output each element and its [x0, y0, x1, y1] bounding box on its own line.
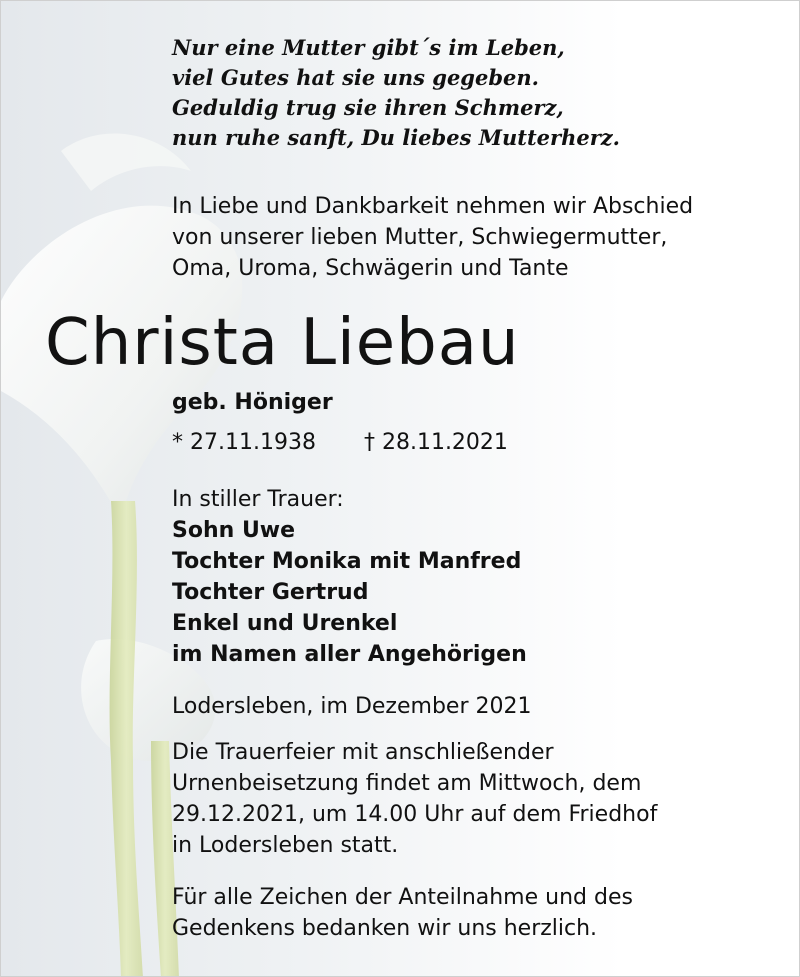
farewell-line: In Liebe und Dankbarkeit nehmen wir Abschied [172, 194, 694, 219]
farewell-line: von unserer lieben Mutter, Schwiegermutter, [172, 225, 668, 250]
mourners-intro: In stiller Trauer: [172, 487, 344, 512]
poem [172, 33, 620, 153]
farewell-line: Oma, Uroma, Schwägerin und Tante [172, 256, 569, 281]
thanks-text [172, 882, 633, 944]
ceremony-line: in Lodersleben statt. [172, 833, 399, 858]
maiden-name: geb. Höniger [172, 390, 333, 415]
poem-line: viel Gutes hat sie uns gegeben. [172, 65, 539, 90]
life-dates [172, 427, 508, 458]
ceremony-text [172, 737, 657, 861]
mourner: Sohn Uwe [172, 518, 296, 543]
mourner: Tochter Gertrud [172, 580, 369, 605]
farewell-text [172, 191, 693, 284]
thanks-line: Gedenkens bedanken wir uns herzlich. [172, 916, 598, 941]
mourner: Enkel und Urenkel [172, 611, 398, 636]
mourner: im Namen aller Angehörigen [172, 642, 527, 667]
poem-line: Geduldig trug sie ihren Schmerz, [172, 95, 564, 120]
ceremony-line: 29.12.2021, um 14.00 Uhr auf dem Friedhof [172, 802, 658, 827]
poem-line: Nur eine Mutter gibt´s im Leben, [172, 35, 565, 60]
ceremony-line: Die Trauerfeier mit anschließender [172, 740, 554, 765]
thanks-line: Für alle Zeichen der Anteilnahme und des [172, 885, 633, 910]
deceased-name: Christa Liebau [45, 306, 520, 380]
ceremony-line: Urnenbeisetzung findet am Mittwoch, dem [172, 771, 642, 796]
mourner: Tochter Monika mit Manfred [172, 549, 522, 574]
death-date: † 28.11.2021 [363, 430, 508, 455]
place-date: Lodersleben, im Dezember 2021 [172, 694, 532, 719]
birth-date: * 27.11.1938 [172, 430, 316, 455]
mourners-list [172, 515, 527, 670]
poem-line: nun ruhe sanft, Du liebes Mutterherz. [172, 125, 620, 150]
